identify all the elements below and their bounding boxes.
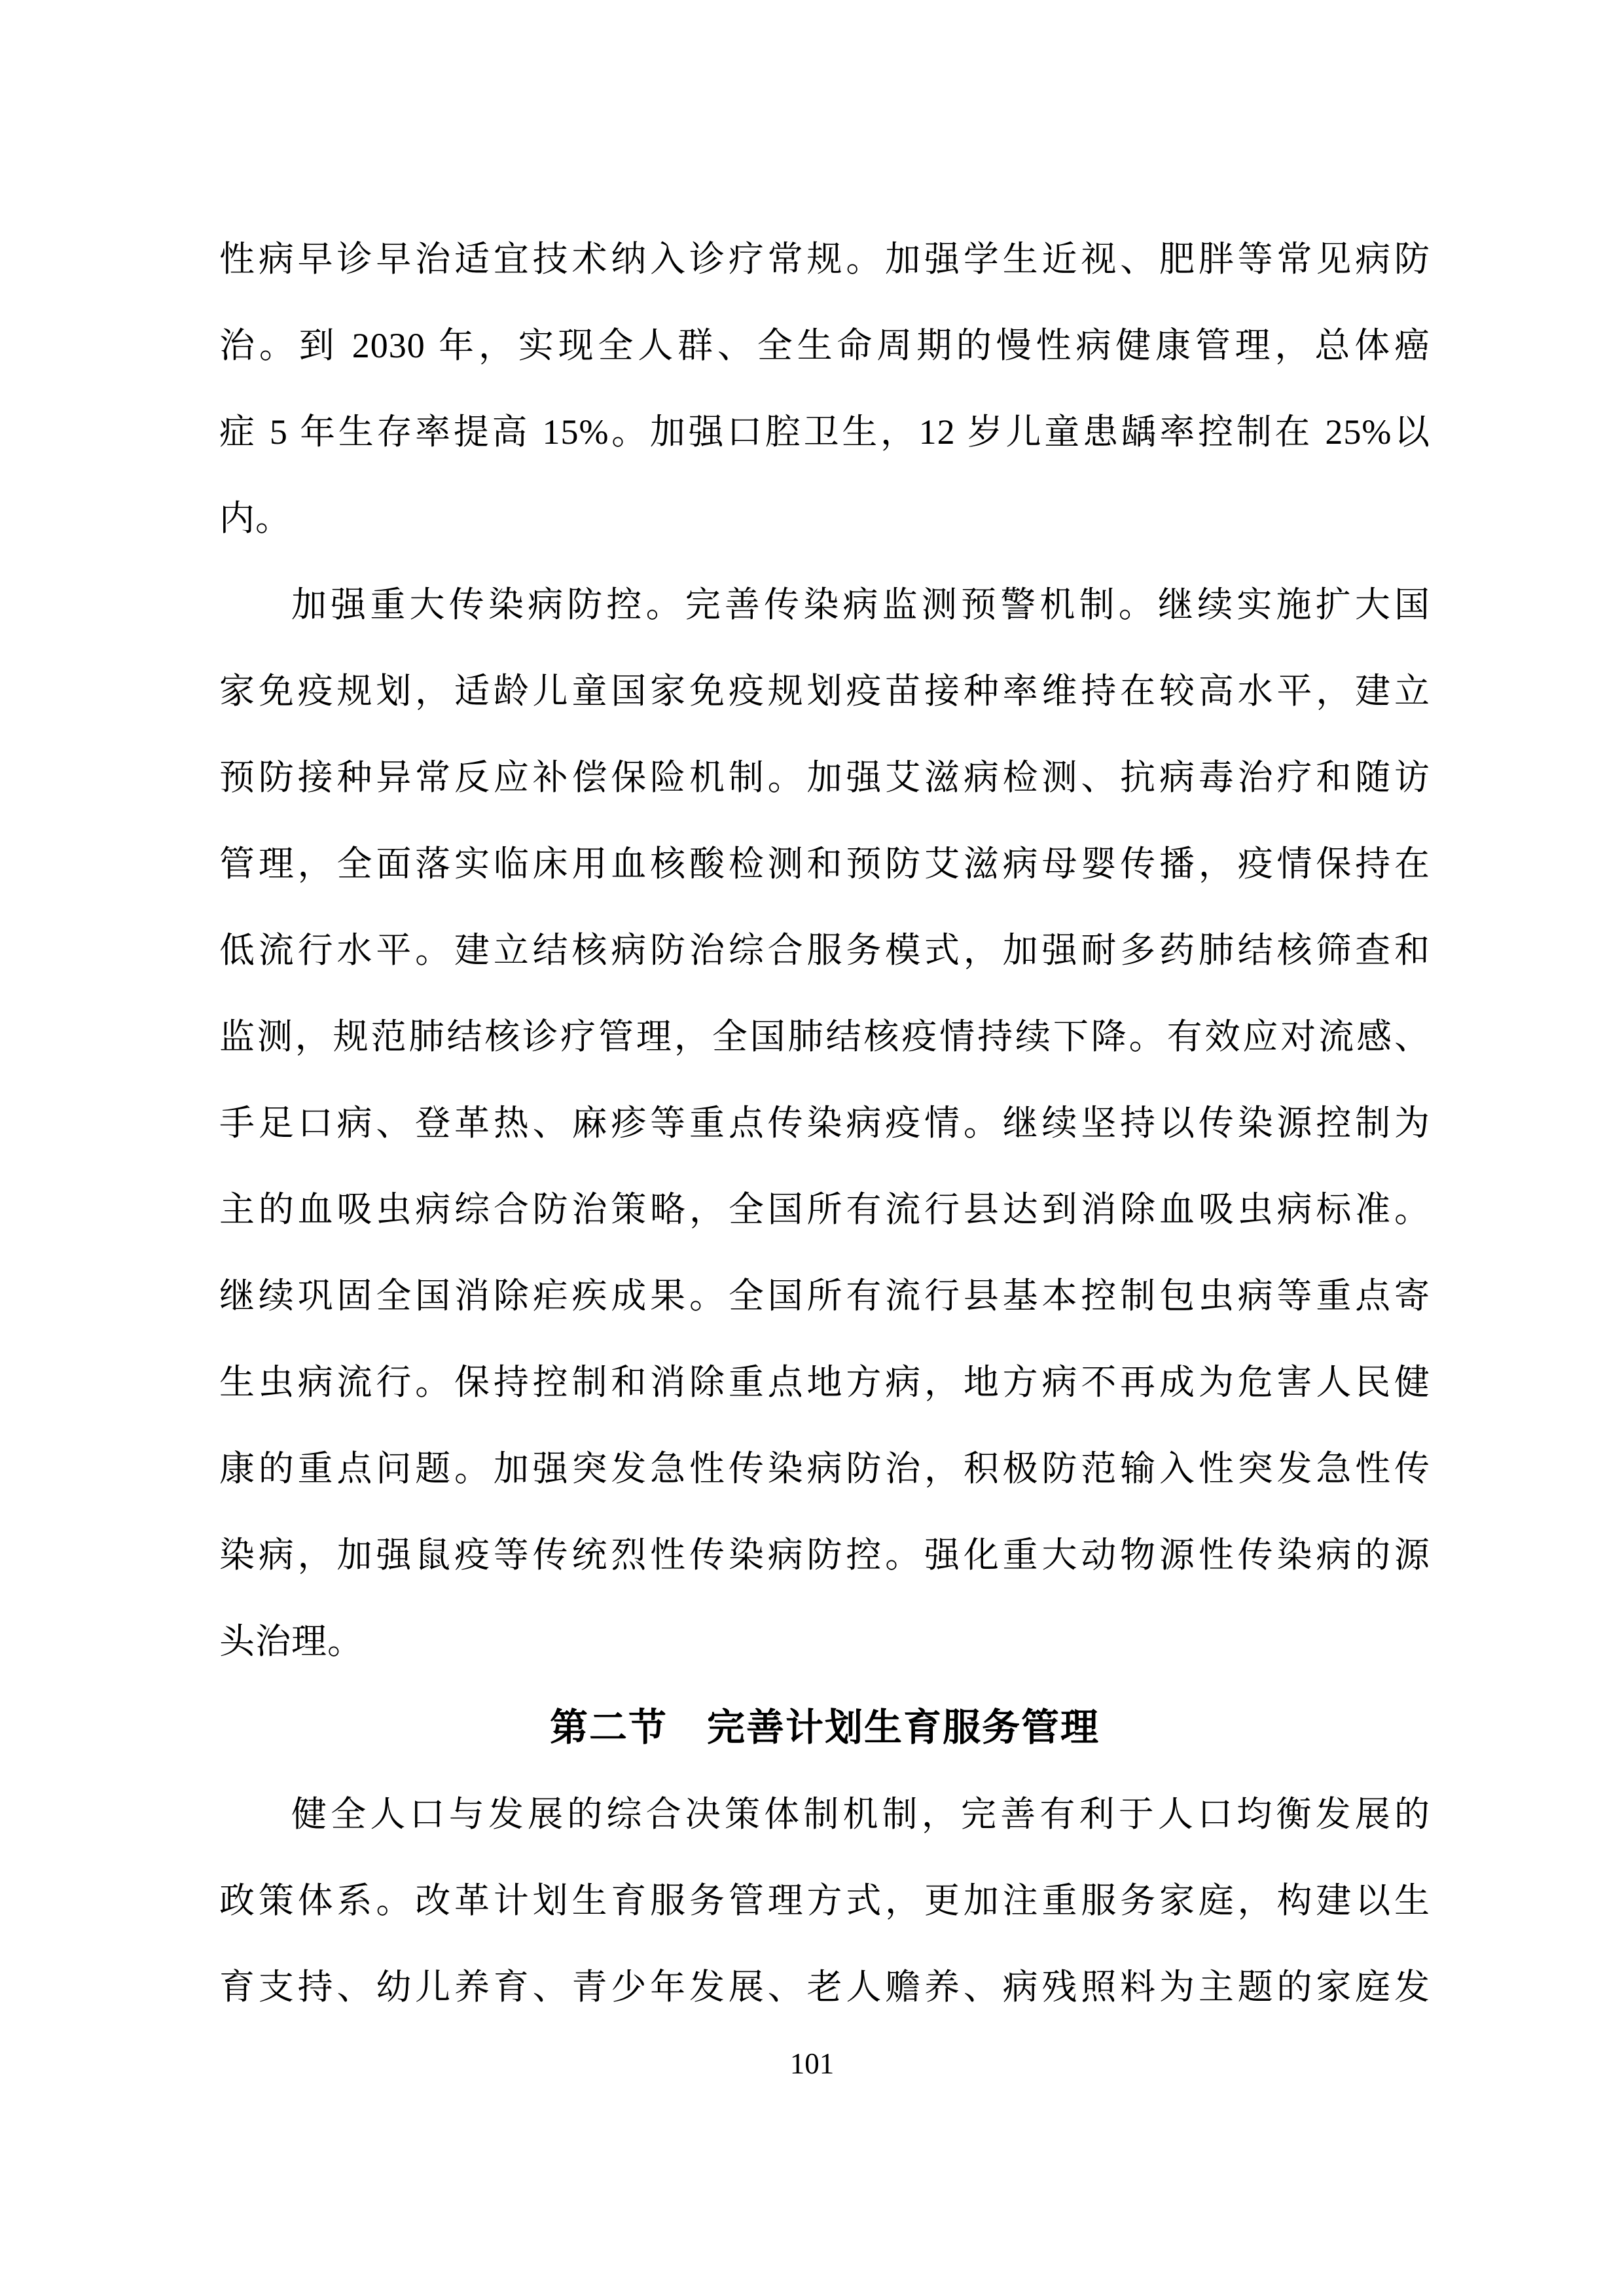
body-line: 预防接种异常反应补偿保险机制。加强艾滋病检测、抗病毒治疗和随访 bbox=[219, 758, 1430, 797]
body-line: 手足口病、登革热、麻疹等重点传染病疫情。继续坚持以传染源控制为 bbox=[219, 1103, 1430, 1143]
body-line: 治。到 2030 年，实现全人群、全生命周期的慢性病健康管理，总体癌 bbox=[219, 326, 1430, 365]
body-line: 政策体系。改革计划生育服务管理方式，更加注重服务家庭，构建以生 bbox=[219, 1881, 1430, 1920]
body-line: 低流行水平。建立结核病防治综合服务模式，加强耐多药肺结核筛查和 bbox=[219, 931, 1430, 970]
body-line: 继续巩固全国消除疟疾成果。全国所有流行县基本控制包虫病等重点寄 bbox=[219, 1276, 1430, 1316]
paragraph-1 bbox=[219, 216, 1430, 562]
body-line: 康的重点问题。加强突发急性传染病防治，积极防范输入性突发急性传 bbox=[219, 1449, 1430, 1488]
body-line: 监测，规范肺结核诊疗管理，全国肺结核疫情持续下降。有效应对流感、 bbox=[219, 1017, 1430, 1056]
body-line: 主的血吸虫病综合防治策略，全国所有流行县达到消除血吸虫病标准。 bbox=[219, 1190, 1430, 1229]
paragraph-3 bbox=[219, 1771, 1430, 2030]
text-block bbox=[219, 216, 1430, 2030]
body-line: 加强重大传染病防控。完善传染病监测预警机制。继续实施扩大国 bbox=[291, 585, 1430, 624]
body-line: 性病早诊早治适宜技术纳入诊疗常规。加强学生近视、肥胖等常见病防 bbox=[219, 240, 1430, 279]
body-line: 育支持、幼儿养育、青少年发展、老人赡养、病残照料为主题的家庭发 bbox=[219, 1967, 1430, 2007]
body-line: 健全人口与发展的综合决策体制机制，完善有利于人口均衡发展的 bbox=[291, 1795, 1430, 1834]
section-heading: 第二节 完善计划生育服务管理 bbox=[549, 1706, 1100, 1749]
paragraph-2 bbox=[219, 562, 1430, 1685]
body-line: 管理，全面落实临床用血核酸检测和预防艾滋病母婴传播，疫情保持在 bbox=[219, 844, 1430, 884]
body-line: 内。 bbox=[219, 499, 291, 538]
page-number: 101 bbox=[789, 2047, 835, 2080]
body-line: 症 5 年生存率提高 15%。加强口腔卫生，12 岁儿童患龋率控制在 25%以 bbox=[219, 412, 1430, 452]
body-line: 染病，加强鼠疫等传统烈性传染病防控。强化重大动物源性传染病的源 bbox=[219, 1535, 1430, 1575]
body-line: 头治理。 bbox=[219, 1622, 363, 1661]
body-line: 生虫病流行。保持控制和消除重点地方病，地方病不再成为危害人民健 bbox=[219, 1363, 1430, 1402]
body-line: 家免疫规划，适龄儿童国家免疫规划疫苗接种率维持在较高水平，建立 bbox=[219, 672, 1430, 711]
